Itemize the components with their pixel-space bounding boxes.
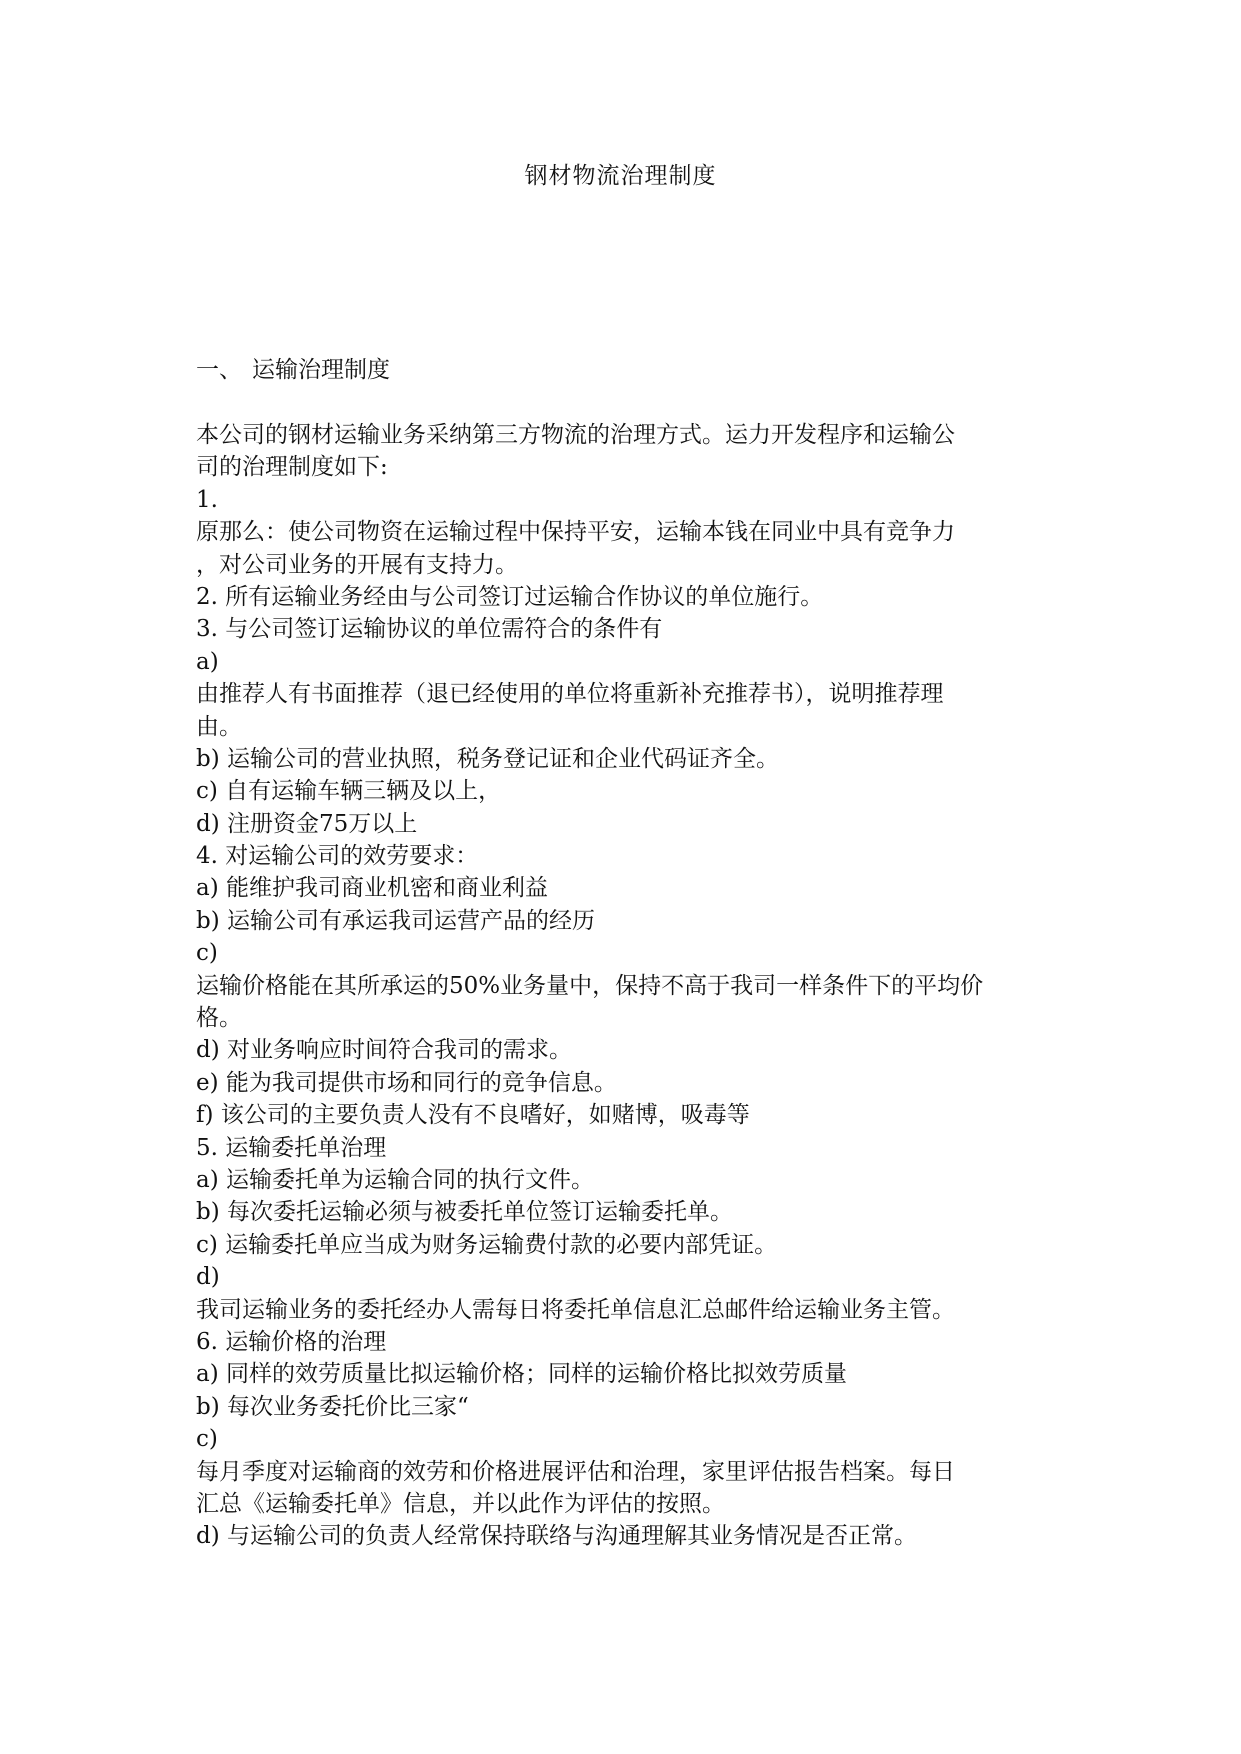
body-line: c) 自有运输车辆三辆及以上，: [196, 778, 502, 805]
body-line: 我司运输业务的委托经办人需每日将委托单信息汇总邮件给运输业务主管。: [196, 1296, 955, 1323]
body-line: 2. 所有运输业务经由与公司签订过运输合作协议的单位施行。: [196, 583, 824, 610]
body-line: a) 同样的效劳质量比拟运输价格；同样的运输价格比拟效劳质量: [196, 1361, 847, 1388]
body-line: f) 该公司的主要负责人没有不良嗜好，如赌博，吸毒等: [196, 1102, 750, 1129]
body-line: c): [196, 1426, 218, 1453]
section-heading: [196, 354, 390, 386]
body-line: 4. 对运输公司的效劳要求：: [196, 843, 479, 870]
body-line: b) 每次委托运输必须与被委托单位签订运输委托单。: [196, 1199, 734, 1226]
body-line: 由推荐人有书面推荐（退已经使用的单位将重新补充推荐书），说明推荐理: [196, 681, 944, 708]
body-line: 本公司的钢材运输业务采纳第三方物流的治理方式。运力开发程序和运输公: [196, 422, 955, 448]
body-line: b) 运输公司的营业执照，税务登记证和企业代码证齐全。: [196, 745, 780, 772]
section-number: 一、: [196, 357, 242, 383]
body-line: 每月季度对运输商的效劳和价格进展评估和治理，家里评估报告档案。每日: [196, 1458, 955, 1485]
body-line: b) 运输公司有承运我司运营产品的经历: [196, 907, 596, 934]
body-line: 运输价格能在其所承运的50%业务量中，保持不高于我司一样条件下的平均价: [196, 972, 984, 999]
body-line: a): [196, 648, 219, 675]
body-line: 汇总《运输委托单》信息，并以此作为评估的按照。: [196, 1490, 725, 1517]
section-title: 运输治理制度: [252, 357, 390, 383]
body-line: d) 对业务响应时间符合我司的需求。: [196, 1037, 573, 1064]
body-line: b) 每次业务委托价比三家“: [196, 1393, 469, 1420]
body-line: c) 运输委托单应当成为财务运输费付款的必要内部凭证。: [196, 1231, 778, 1258]
body-line: 3. 与公司签订运输协议的单位需符合的条件有: [196, 616, 663, 643]
body-line: d) 注册资金75万以上: [196, 810, 418, 837]
body-line: a) 能维护我司商业机密和商业利益: [196, 875, 548, 902]
body-line: 司的治理制度如下:: [196, 454, 388, 481]
body-line: 由。: [196, 713, 242, 740]
body-line: 原那么：使公司物资在运输过程中保持平安，运输本钱在同业中具有竞争力: [196, 519, 955, 546]
body-line: ，对公司业务的开展有支持力。: [196, 551, 518, 578]
body-line: a) 运输委托单为运输合同的执行文件。: [196, 1166, 594, 1193]
document-body: [196, 419, 1056, 1553]
body-line: e) 能为我司提供市场和同行的竞争信息。: [196, 1069, 617, 1096]
document-title: 钢材物流治理制度: [524, 163, 717, 189]
body-line: 6. 运输价格的治理: [196, 1328, 387, 1355]
body-line: 5. 运输委托单治理: [196, 1134, 387, 1161]
body-line: c): [196, 940, 218, 967]
body-line: d) 与运输公司的负责人经常保持联络与沟通理解其业务情况是否正常。: [196, 1523, 918, 1550]
body-line: 1.: [196, 486, 218, 513]
body-line: d): [196, 1264, 220, 1291]
body-line: 格。: [196, 1005, 242, 1032]
